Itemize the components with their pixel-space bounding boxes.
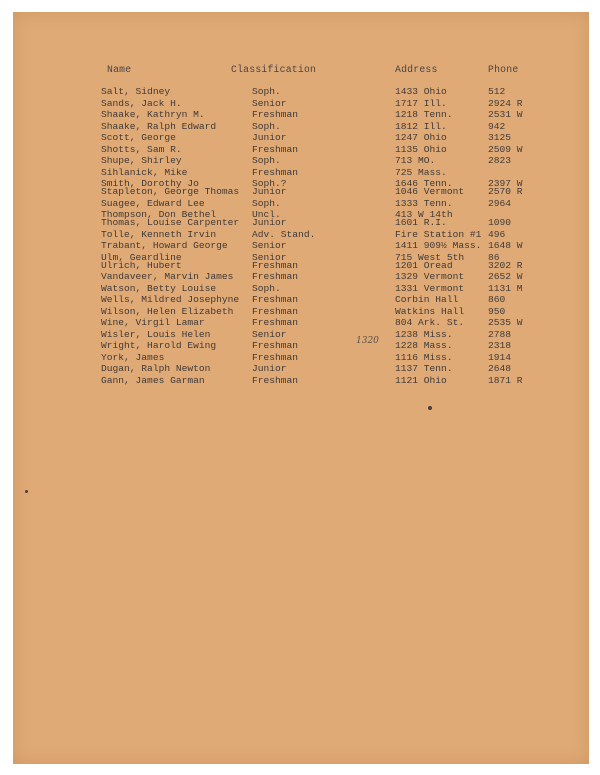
student-name: Watson, Betty Louise [101,282,217,294]
table-row [0,155,600,167]
student-phone: 86 [488,251,500,263]
student-phone: 3125 [488,132,512,143]
student-phone: 2648 [488,363,512,374]
table-row [0,375,600,387]
student-name: Wisler, Louis Helen [101,328,211,340]
student-address: 1135 Ohio [395,143,447,155]
student-address: Watkins Hall [395,305,465,317]
table-row [0,144,600,156]
table-row [0,363,600,375]
student-classification: Soph. [252,197,281,209]
student-name: Wine, Virgil Lamar [101,317,205,328]
student-address: 804 Ark. St. [395,317,465,328]
student-name: Dugan, Ralph Newton [101,363,211,374]
table-row [0,209,600,220]
student-phone: 496 [488,228,506,240]
student-address: 1137 Tenn. [395,363,453,374]
header-name: Name [107,64,132,75]
student-phone: 2788 [488,328,512,340]
student-name: Stapleton, George Thomas [101,186,240,197]
header-address: Address [395,64,438,75]
student-name: Gann, James Garman [101,374,205,386]
table-row [0,229,600,241]
student-classification: Senior [252,251,287,263]
table-row [0,217,600,229]
student-address: 1329 Vermont [395,271,465,282]
student-phone: 2924 R [488,97,523,109]
student-address: 1116 Miss. [395,351,453,363]
ink-speck [25,490,28,493]
student-classification: Senior [252,240,287,251]
table-row [0,294,600,306]
student-phone: 2823 [488,155,512,166]
student-name: York, James [101,351,165,363]
student-classification: Adv. Stand. [252,228,316,240]
student-address: 1331 Vermont [395,282,465,294]
table-row [0,240,600,252]
student-address: 1121 Ohio [395,374,447,386]
student-classification: Soph. [252,282,281,294]
student-phone: 950 [488,305,506,317]
student-address: 1333 Tenn. [395,197,453,209]
student-name: Vandaveer, Marvin James [101,271,234,282]
table-row [0,109,600,121]
student-classification: Junior [252,132,287,143]
student-classification: Freshman [252,109,299,120]
student-name: Sands, Jack H. [101,97,182,109]
student-classification: Soph.? [252,178,287,189]
student-address: 1046 Vermont [395,186,465,197]
table-row [0,186,600,198]
student-classification: Freshman [252,143,299,155]
table-row [0,271,600,283]
student-phone: 3202 R [488,259,523,271]
handwritten-note: 1320 [356,336,379,346]
student-address: Corbin Hall [395,294,459,305]
table-row [0,251,600,263]
student-phone: 2652 W [488,271,523,282]
student-name: Shaake, Kathryn M. [101,109,205,120]
student-name: Smith, Dorothy Jo [101,178,199,189]
student-name: Sihlanick, Mike [101,166,188,178]
header-phone: Phone [488,64,519,75]
student-classification: Freshman [252,317,299,328]
student-name: Ulm, Geardline [101,251,182,263]
table-row [0,198,600,210]
student-classification: Junior [252,186,287,197]
ink-speck [428,406,432,410]
student-name: Wells, Mildred Josephyne [101,294,240,305]
student-classification: Freshman [252,305,299,317]
student-phone: 2509 W [488,143,523,155]
student-classification: Freshman [252,271,299,282]
student-classification: Freshman [252,351,299,363]
student-classification: Freshman [252,259,299,271]
student-classification: Freshman [252,340,299,351]
student-phone: 1914 [488,351,512,363]
student-name: Wilson, Helen Elizabeth [101,305,234,317]
student-phone: 2531 W [488,109,523,120]
student-address: Fire Station #1 [395,228,482,240]
student-address: 1812 Ill. [395,120,447,132]
student-phone: 860 [488,294,506,305]
student-name: Thomas, Louise Carpenter [101,217,240,228]
student-address: 725 Mass. [395,166,447,178]
student-classification: Freshman [252,166,299,178]
table-row [0,329,600,341]
student-classification: Soph. [252,155,281,166]
student-classification: Freshman [252,374,299,386]
student-phone: 1090 [488,217,512,228]
student-name: Shotts, Sam R. [101,143,182,155]
student-name: Ulrich, Hubert [101,259,182,271]
table-row [0,352,600,364]
table-row [0,260,600,272]
student-classification: Junior [252,217,287,228]
table-row [0,121,600,133]
student-phone: 512 [488,86,506,97]
table-row [0,132,600,144]
student-classification: Freshman [252,294,299,305]
student-classification: Junior [252,363,287,374]
student-classification: Soph. [252,86,281,97]
student-address: 713 MO. [395,155,436,166]
student-address: 1201 Oread [395,259,453,271]
student-classification: Senior [252,97,287,109]
table-row [0,98,600,110]
student-phone: 2570 R [488,186,523,197]
student-name: Salt, Sidney [101,86,171,97]
table-row [0,340,600,352]
student-classification: Uncl. [252,209,281,220]
student-phone: 2535 W [488,317,523,328]
table-row [0,167,600,179]
student-address: 1247 Ohio [395,132,447,143]
table-row [0,86,600,98]
student-address: 413 W 14th [395,209,453,220]
student-address: 1646 Tenn. [395,178,453,189]
student-name: Wright, Harold Ewing [101,340,217,351]
student-address: 1218 Tenn. [395,109,453,120]
table-row [0,317,600,329]
directory-rows [0,86,600,386]
table-row [0,178,600,189]
table-row [0,306,600,318]
student-name: Tolle, Kenneth Irvin [101,228,217,240]
student-phone: 2397 W [488,178,523,189]
student-phone: 942 [488,120,506,132]
student-phone: 2964 [488,197,512,209]
student-phone: 1131 M [488,282,523,294]
student-name: Suagee, Edward Lee [101,197,205,209]
student-phone: 1648 W [488,240,523,251]
student-address: 1717 Ill. [395,97,447,109]
student-address: 1228 Mass. [395,340,453,351]
student-address: 1601 R.I. [395,217,447,228]
student-name: Shaake, Ralph Edward [101,120,217,132]
student-address: 715 West 5th [395,251,465,263]
student-phone: 2318 [488,340,512,351]
student-phone: 1871 R [488,374,523,386]
student-classification: Soph. [252,120,281,132]
student-address: 1433 Ohio [395,86,447,97]
student-name: Thompson, Don Bethel [101,209,217,220]
student-address: 1238 Miss. [395,328,453,340]
student-name: Scott, George [101,132,176,143]
student-address: 1411 909½ Mass. [395,240,482,251]
table-row [0,283,600,295]
student-name: Shupe, Shirley [101,155,182,166]
header-classification: Classification [231,64,317,75]
student-name: Trabant, Howard George [101,240,228,251]
student-classification: Senior [252,328,287,340]
